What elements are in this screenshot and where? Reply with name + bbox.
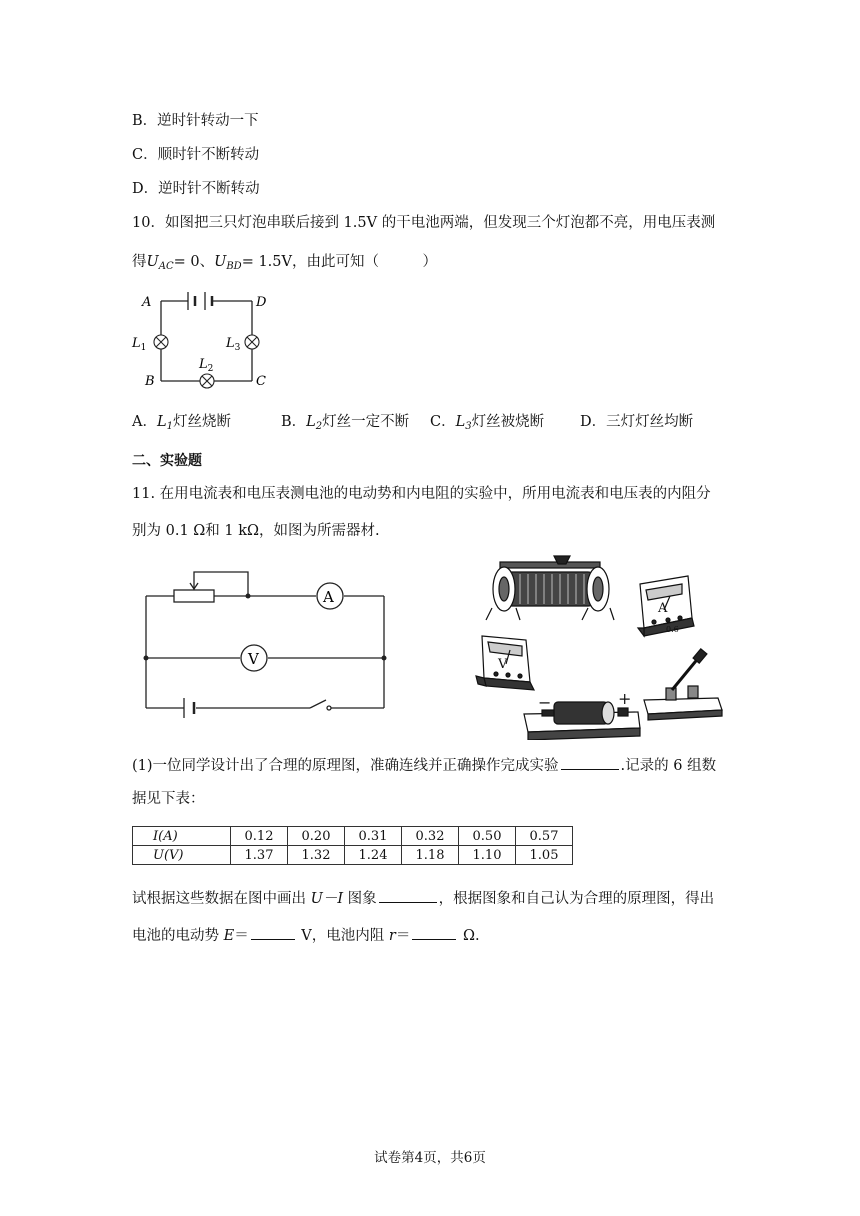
lamp-label-l1: $L_1$ <box>132 336 147 353</box>
lamp-label-l2: $L_2$ <box>199 357 214 374</box>
q11-part1-line2: 据见下表： <box>132 791 205 807</box>
q11-circuit-schematic <box>140 558 390 718</box>
rheostat <box>174 590 214 602</box>
switch-equipment <box>644 649 722 720</box>
q11-stem-line1: 11. 在用电流表和电压表测电池的电动势和内电阻的实验中，所用电流表和电压表的内阻分 <box>132 486 711 502</box>
table-cell: 1.24 <box>345 846 402 865</box>
table-row-label: I(A) <box>133 827 231 846</box>
table-cell: 0.20 <box>288 827 345 846</box>
table-cell: 0.31 <box>345 827 402 846</box>
lamp-l2 <box>200 374 214 388</box>
q10-option-c: C．$L_3$灯丝被烧断 <box>430 414 545 432</box>
table-cell: 0.12 <box>231 827 288 846</box>
node-label-a: A <box>142 295 152 310</box>
q10-option-b: B．$L_2$灯丝一定不断 <box>281 414 410 432</box>
table-cell: 1.37 <box>231 846 288 865</box>
node-label-b: B <box>145 374 155 389</box>
q11-equipment-illustration <box>468 548 733 740</box>
q10-option-a: A．$L_1$灯丝烧断 <box>132 414 231 432</box>
table-row <box>133 846 573 865</box>
rheostat-equipment <box>486 556 614 620</box>
lamp-label-l3: $L_3$ <box>226 336 241 353</box>
answer-blank-2[interactable] <box>379 888 437 903</box>
page-footer: 试卷第4页，共6页 <box>374 1150 486 1166</box>
q11-part1-line1: (1)一位同学设计出了合理的原理图，准确连线并正确操作完成实验 .记录的 6 组数 <box>132 755 716 776</box>
q11-part2-line2: 电池的电动势 E＝ V，电池内阻 r＝ Ω. <box>132 925 480 946</box>
svg-text:−: − <box>538 693 552 712</box>
table-cell: 0.50 <box>459 827 516 846</box>
table-cell: 1.10 <box>459 846 516 865</box>
answer-blank-1[interactable] <box>561 755 619 770</box>
answer-blank-emf[interactable] <box>251 925 295 940</box>
voltmeter-label: V <box>248 650 259 668</box>
node-label-c: C <box>256 374 266 389</box>
q11-stem-line2: 别为 0.1 Ω和 1 kΩ，如图为所需器材. <box>132 523 380 539</box>
node-label-d: D <box>256 295 267 310</box>
ammeter-scale-label: 0.6 <box>666 625 679 634</box>
table-cell: 1.05 <box>516 846 573 865</box>
table-cell: 1.18 <box>402 846 459 865</box>
q11-data-table <box>132 826 573 865</box>
q9-option-b: B．逆时针转动一下 <box>132 113 259 129</box>
lamp-l3 <box>245 335 259 349</box>
table-cell: 0.57 <box>516 827 573 846</box>
svg-text:+: + <box>618 689 632 708</box>
section-title: 二、实验题 <box>132 453 202 469</box>
ammeter-label: A <box>323 588 334 606</box>
q10-circuit-diagram <box>128 286 278 394</box>
q10-stem-line1: 10．如图把三只灯泡串联后接到 1.5V 的干电池两端，但发现三个灯泡都不亮，用电压表测 <box>132 215 716 231</box>
q9-option-d: D．逆时针不断转动 <box>132 181 260 197</box>
table-row <box>133 827 573 846</box>
q9-option-c: C．顺时针不断转动 <box>132 147 260 163</box>
answer-blank-resistance[interactable] <box>412 925 456 940</box>
q11-part2-line1: 试根据这些数据在图中画出 U－I 图象 ，根据图象和自己认为合理的原理图，得出 <box>132 888 714 909</box>
q10-stem-line2: 得$U_{AC}= 0$、$U_{BD}= 1.5V$，由此可知（ ） <box>132 254 437 272</box>
table-row-label: U(V) <box>133 846 231 865</box>
ammeter-equipment-label: A <box>658 601 668 616</box>
q10-option-d: D．三灯灯丝均断 <box>580 414 694 430</box>
lamp-l1 <box>154 335 168 349</box>
voltmeter-equipment-label: V <box>498 657 508 672</box>
table-cell: 0.32 <box>402 827 459 846</box>
table-cell: 1.32 <box>288 846 345 865</box>
